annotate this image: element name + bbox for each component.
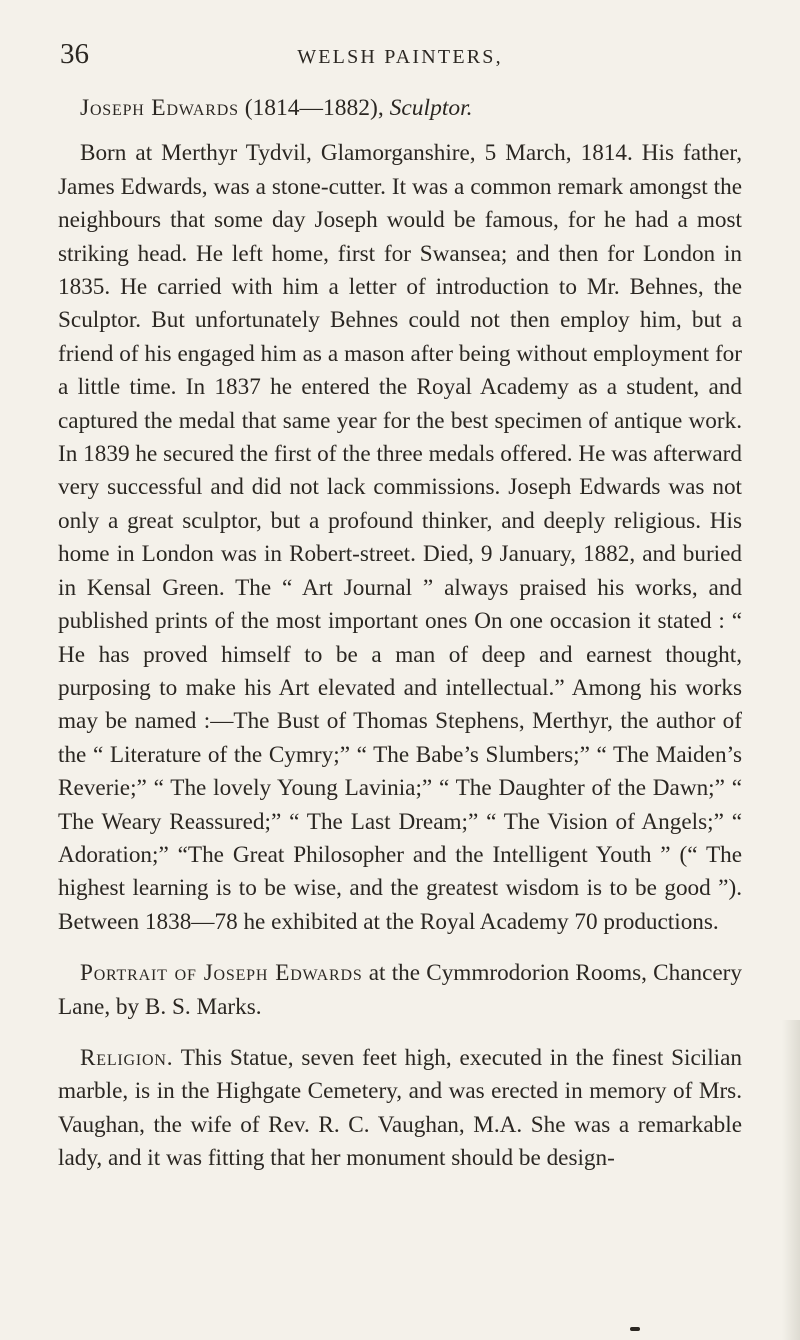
- portrait-text: at the Cymmrodorion Rooms, Chancery Lane, by B. S. Marks.: [58, 960, 742, 1020]
- entry-name: Joseph Edwards: [80, 95, 239, 121]
- running-head: WELSH PAINTERS,: [297, 46, 503, 68]
- portrait-paragraph: [58, 957, 742, 1024]
- religion-text: This Statue, seven feet high, executed in the finest Sicilian marble, is in the Highgate Cemetery, and was erected in memory of Mrs. Vaughan, the wife of Rev. R. C. Vaughan, M.A. She was a remarkable lady, and it was fitting that her monument should be design-: [58, 1044, 742, 1172]
- ink-speck: [630, 1327, 640, 1331]
- religion-paragraph: [58, 1042, 742, 1176]
- biography-paragraph: Born at Merthyr Tydvil, Glamorganshire, 5 March, 1814. His father, James Edwards, was a stone-cutter. It was a common remark amongst the neighbours that some day Joseph would be famous, for he had a most striking head. He left home, first for Swansea; and then for London in 1835. He carried with him a letter of introduction to Mr. Behnes, the Sculptor. But unfortunately Behnes could not then employ him, but a friend of his engaged him as a mason after being without employment for a little time. In 1837 he entered the Royal Academy as a student, and captured the medal that same year for the best specimen of antique work. In 1839 he secured the first of the three medals offered. He was afterward very successful and did not lack commissions. Joseph Edwards was not only a great sculptor, but a profound thinker, and deeply religious. His home in London was in Robert-street. Died, 9 January, 1882, and buried in Kensal Green. The “ Art Journal ” always praised his works, and published prints of the most important ones On one occasion it stated : “ He has proved himself to be a man of deep and earnest thought, purposing to make his Art elevated and intellectual.” Among his works may be named :—The Bust of Thomas Stephens, Merthyr, the author of the “ Literature of the Cymry;” “ The Babe’s Slumbers;” “ The Maiden’s Reverie;” “ The lovely Young Lavinia;” “ The Daughter of the Dawn;” “ The Weary Reassured;” “ The Last Dream;” “ The Vision of Angels;” “ Adoration;” “The Great Philosopher and the Intelligent Youth ” (“ The highest learning is to be wise, and the greatest wisdom is to be good ”). Between 1838—78 he exhibited at the Royal Academy 70 productions.: [58, 140, 742, 935]
- page-edge-shadow: [782, 1020, 800, 1340]
- portrait-label: Portrait of Joseph Edwards: [80, 960, 363, 987]
- entry-role: Sculptor.: [389, 95, 473, 121]
- page-header: [60, 38, 740, 78]
- page-body: [58, 92, 742, 1176]
- entry-dates: (1814—1882),: [238, 95, 390, 121]
- page-number: 36: [60, 38, 89, 70]
- religion-label: Religion.: [80, 1044, 174, 1071]
- entry-heading: [58, 92, 742, 125]
